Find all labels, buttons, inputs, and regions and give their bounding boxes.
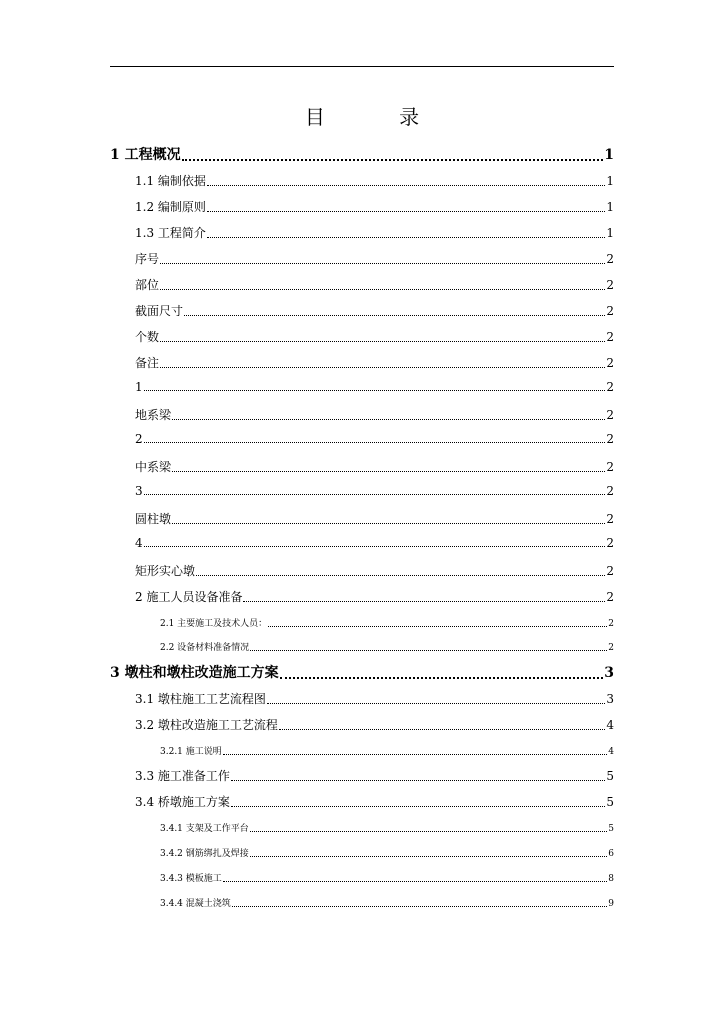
dot-leader bbox=[223, 754, 608, 755]
toc-entry-label: 2.1 主要施工及技术人员： bbox=[160, 619, 268, 629]
dot-leader bbox=[144, 390, 606, 391]
toc-entry-label: 备注 bbox=[135, 356, 160, 370]
dot-leader bbox=[231, 806, 605, 807]
dot-leader bbox=[207, 237, 605, 238]
dot-leader bbox=[280, 677, 604, 679]
toc-entry-label: 矩形实心墩 bbox=[135, 564, 196, 578]
toc-entry-label: 3.1 墩柱施工工艺流程图 bbox=[135, 692, 266, 706]
toc-entry-label: 1.1 编制依据 bbox=[135, 174, 206, 188]
dot-leader bbox=[144, 546, 606, 547]
toc-entry-label: 2 施工人员设备准备 bbox=[135, 590, 243, 604]
toc-entry-label: 3.4.2 钢筋绑扎及焊接 bbox=[160, 849, 249, 859]
toc-entry-page: 2 bbox=[606, 484, 614, 498]
toc-entry-page: 2 bbox=[608, 643, 614, 653]
toc-entry-label: 3.2 墩柱改造施工工艺流程 bbox=[135, 718, 278, 732]
toc-entry[interactable] bbox=[135, 432, 614, 446]
toc-entry[interactable] bbox=[135, 510, 614, 527]
toc-entry[interactable] bbox=[135, 380, 614, 394]
toc-entry-page: 2 bbox=[606, 380, 614, 394]
toc-entry-page: 2 bbox=[606, 536, 614, 550]
toc-entry-label: 2 bbox=[135, 432, 143, 446]
toc-entry[interactable] bbox=[135, 198, 614, 215]
toc-entry-page: 3 bbox=[604, 665, 614, 681]
toc-entry-label: 个数 bbox=[135, 330, 160, 344]
toc-entry[interactable] bbox=[135, 484, 614, 498]
toc-entry[interactable] bbox=[135, 276, 614, 293]
toc-entry-label: 截面尺寸 bbox=[135, 304, 184, 318]
toc-entry[interactable] bbox=[160, 616, 614, 629]
dot-leader bbox=[268, 626, 607, 627]
toc-entry-page: 9 bbox=[608, 899, 614, 909]
toc-entry[interactable] bbox=[160, 871, 614, 884]
toc-entry-page: 5 bbox=[606, 769, 614, 783]
toc-entry-label: 3 墩柱和墩柱改造施工方案 bbox=[110, 665, 279, 681]
dot-leader bbox=[250, 650, 607, 651]
toc-entry[interactable] bbox=[135, 690, 614, 707]
toc-entry-label: 序号 bbox=[135, 252, 160, 266]
dot-leader bbox=[160, 341, 605, 342]
toc-entry[interactable] bbox=[160, 846, 614, 859]
toc-entry-page: 2 bbox=[606, 512, 614, 526]
dot-leader bbox=[207, 211, 605, 212]
toc-entry-page: 1 bbox=[606, 226, 614, 240]
toc-entry-label: 4 bbox=[135, 536, 143, 550]
toc-entry-label: 1 工程概况 bbox=[110, 147, 181, 163]
dot-leader bbox=[144, 494, 606, 495]
toc-entry[interactable] bbox=[160, 896, 614, 909]
toc-entry-page: 2 bbox=[606, 304, 614, 318]
toc-entry-page: 6 bbox=[608, 849, 614, 859]
dot-leader bbox=[232, 906, 608, 907]
toc-entry[interactable] bbox=[135, 562, 614, 579]
toc-entry-page: 2 bbox=[606, 432, 614, 446]
toc-entry-page: 2 bbox=[606, 330, 614, 344]
toc-entry[interactable] bbox=[135, 224, 614, 241]
toc-entry[interactable] bbox=[135, 536, 614, 550]
toc-entry-label: 3.4.3 模板施工 bbox=[160, 874, 222, 884]
toc-entry-page: 4 bbox=[606, 718, 614, 732]
toc-entry-label: 1.3 工程简介 bbox=[135, 226, 206, 240]
toc-entry-label: 地系梁 bbox=[135, 408, 172, 422]
dot-leader bbox=[144, 442, 606, 443]
dot-leader bbox=[243, 601, 605, 602]
toc-entry-page: 5 bbox=[606, 795, 614, 809]
toc-entry-page: 2 bbox=[608, 619, 614, 629]
dot-leader bbox=[207, 185, 605, 186]
toc-entry-page: 2 bbox=[606, 564, 614, 578]
toc-entry-page: 2 bbox=[606, 356, 614, 370]
toc-entry[interactable] bbox=[135, 354, 614, 371]
dot-leader bbox=[172, 523, 605, 524]
dot-leader bbox=[160, 289, 605, 290]
toc-entry[interactable] bbox=[110, 144, 614, 164]
toc-entry[interactable] bbox=[160, 821, 614, 834]
dot-leader bbox=[172, 419, 605, 420]
dot-leader bbox=[182, 159, 604, 161]
page-title: 目 录 bbox=[304, 105, 454, 129]
toc-entry-label: 部位 bbox=[135, 278, 160, 292]
toc-entry[interactable] bbox=[135, 716, 614, 733]
toc-entry-label: 3.2.1 施工说明 bbox=[160, 747, 222, 757]
toc-entry[interactable] bbox=[135, 328, 614, 345]
dot-leader bbox=[267, 703, 605, 704]
toc-entry-page: 1 bbox=[604, 147, 614, 163]
toc-entry[interactable] bbox=[135, 458, 614, 475]
toc-entry[interactable] bbox=[135, 793, 614, 810]
toc-entry[interactable] bbox=[110, 662, 614, 682]
dot-leader bbox=[231, 780, 605, 781]
toc-entry[interactable] bbox=[135, 250, 614, 267]
toc-entry[interactable] bbox=[135, 302, 614, 319]
toc-entry-page: 4 bbox=[608, 747, 614, 757]
toc-entry-page: 2 bbox=[606, 590, 614, 604]
toc-entry[interactable] bbox=[160, 744, 614, 757]
toc-entry-label: 3.3 施工准备工作 bbox=[135, 769, 230, 783]
toc-entry-page: 2 bbox=[606, 278, 614, 292]
dot-leader bbox=[160, 263, 605, 264]
toc-entry-page: 5 bbox=[608, 824, 614, 834]
toc-entry-label: 1.2 编制原则 bbox=[135, 200, 206, 214]
toc-entry-label: 3.4.4 混凝土浇筑 bbox=[160, 899, 231, 909]
dot-leader bbox=[160, 367, 605, 368]
toc-entry[interactable] bbox=[135, 172, 614, 189]
toc-entry[interactable] bbox=[135, 406, 614, 423]
toc-entry-page: 3 bbox=[606, 692, 614, 706]
dot-leader bbox=[184, 315, 605, 316]
toc-entry-label: 3.4.1 支架及工作平台 bbox=[160, 824, 249, 834]
toc-entry-page: 2 bbox=[606, 408, 614, 422]
dot-leader bbox=[250, 831, 608, 832]
toc-entry-label: 2.2 设备材料准备情况 bbox=[160, 643, 250, 653]
toc-entry-page: 2 bbox=[606, 252, 614, 266]
dot-leader bbox=[250, 856, 608, 857]
toc-entry-label: 圆柱墩 bbox=[135, 512, 172, 526]
toc-entry-label: 3.4 桥墩施工方案 bbox=[135, 795, 230, 809]
toc-entry-page: 1 bbox=[606, 200, 614, 214]
toc-entry-page: 1 bbox=[606, 174, 614, 188]
dot-leader bbox=[223, 881, 608, 882]
toc-entry-page: 2 bbox=[606, 460, 614, 474]
dot-leader bbox=[196, 575, 605, 576]
dot-leader bbox=[172, 471, 605, 472]
toc-entry-label: 中系梁 bbox=[135, 460, 172, 474]
toc-entry-page: 8 bbox=[608, 874, 614, 884]
toc-entry[interactable] bbox=[135, 767, 614, 784]
toc-entry[interactable] bbox=[160, 640, 614, 653]
toc-entry-label: 1 bbox=[135, 380, 143, 394]
toc-entry-label: 3 bbox=[135, 484, 143, 498]
dot-leader bbox=[279, 729, 605, 730]
toc-entry[interactable] bbox=[135, 588, 614, 605]
